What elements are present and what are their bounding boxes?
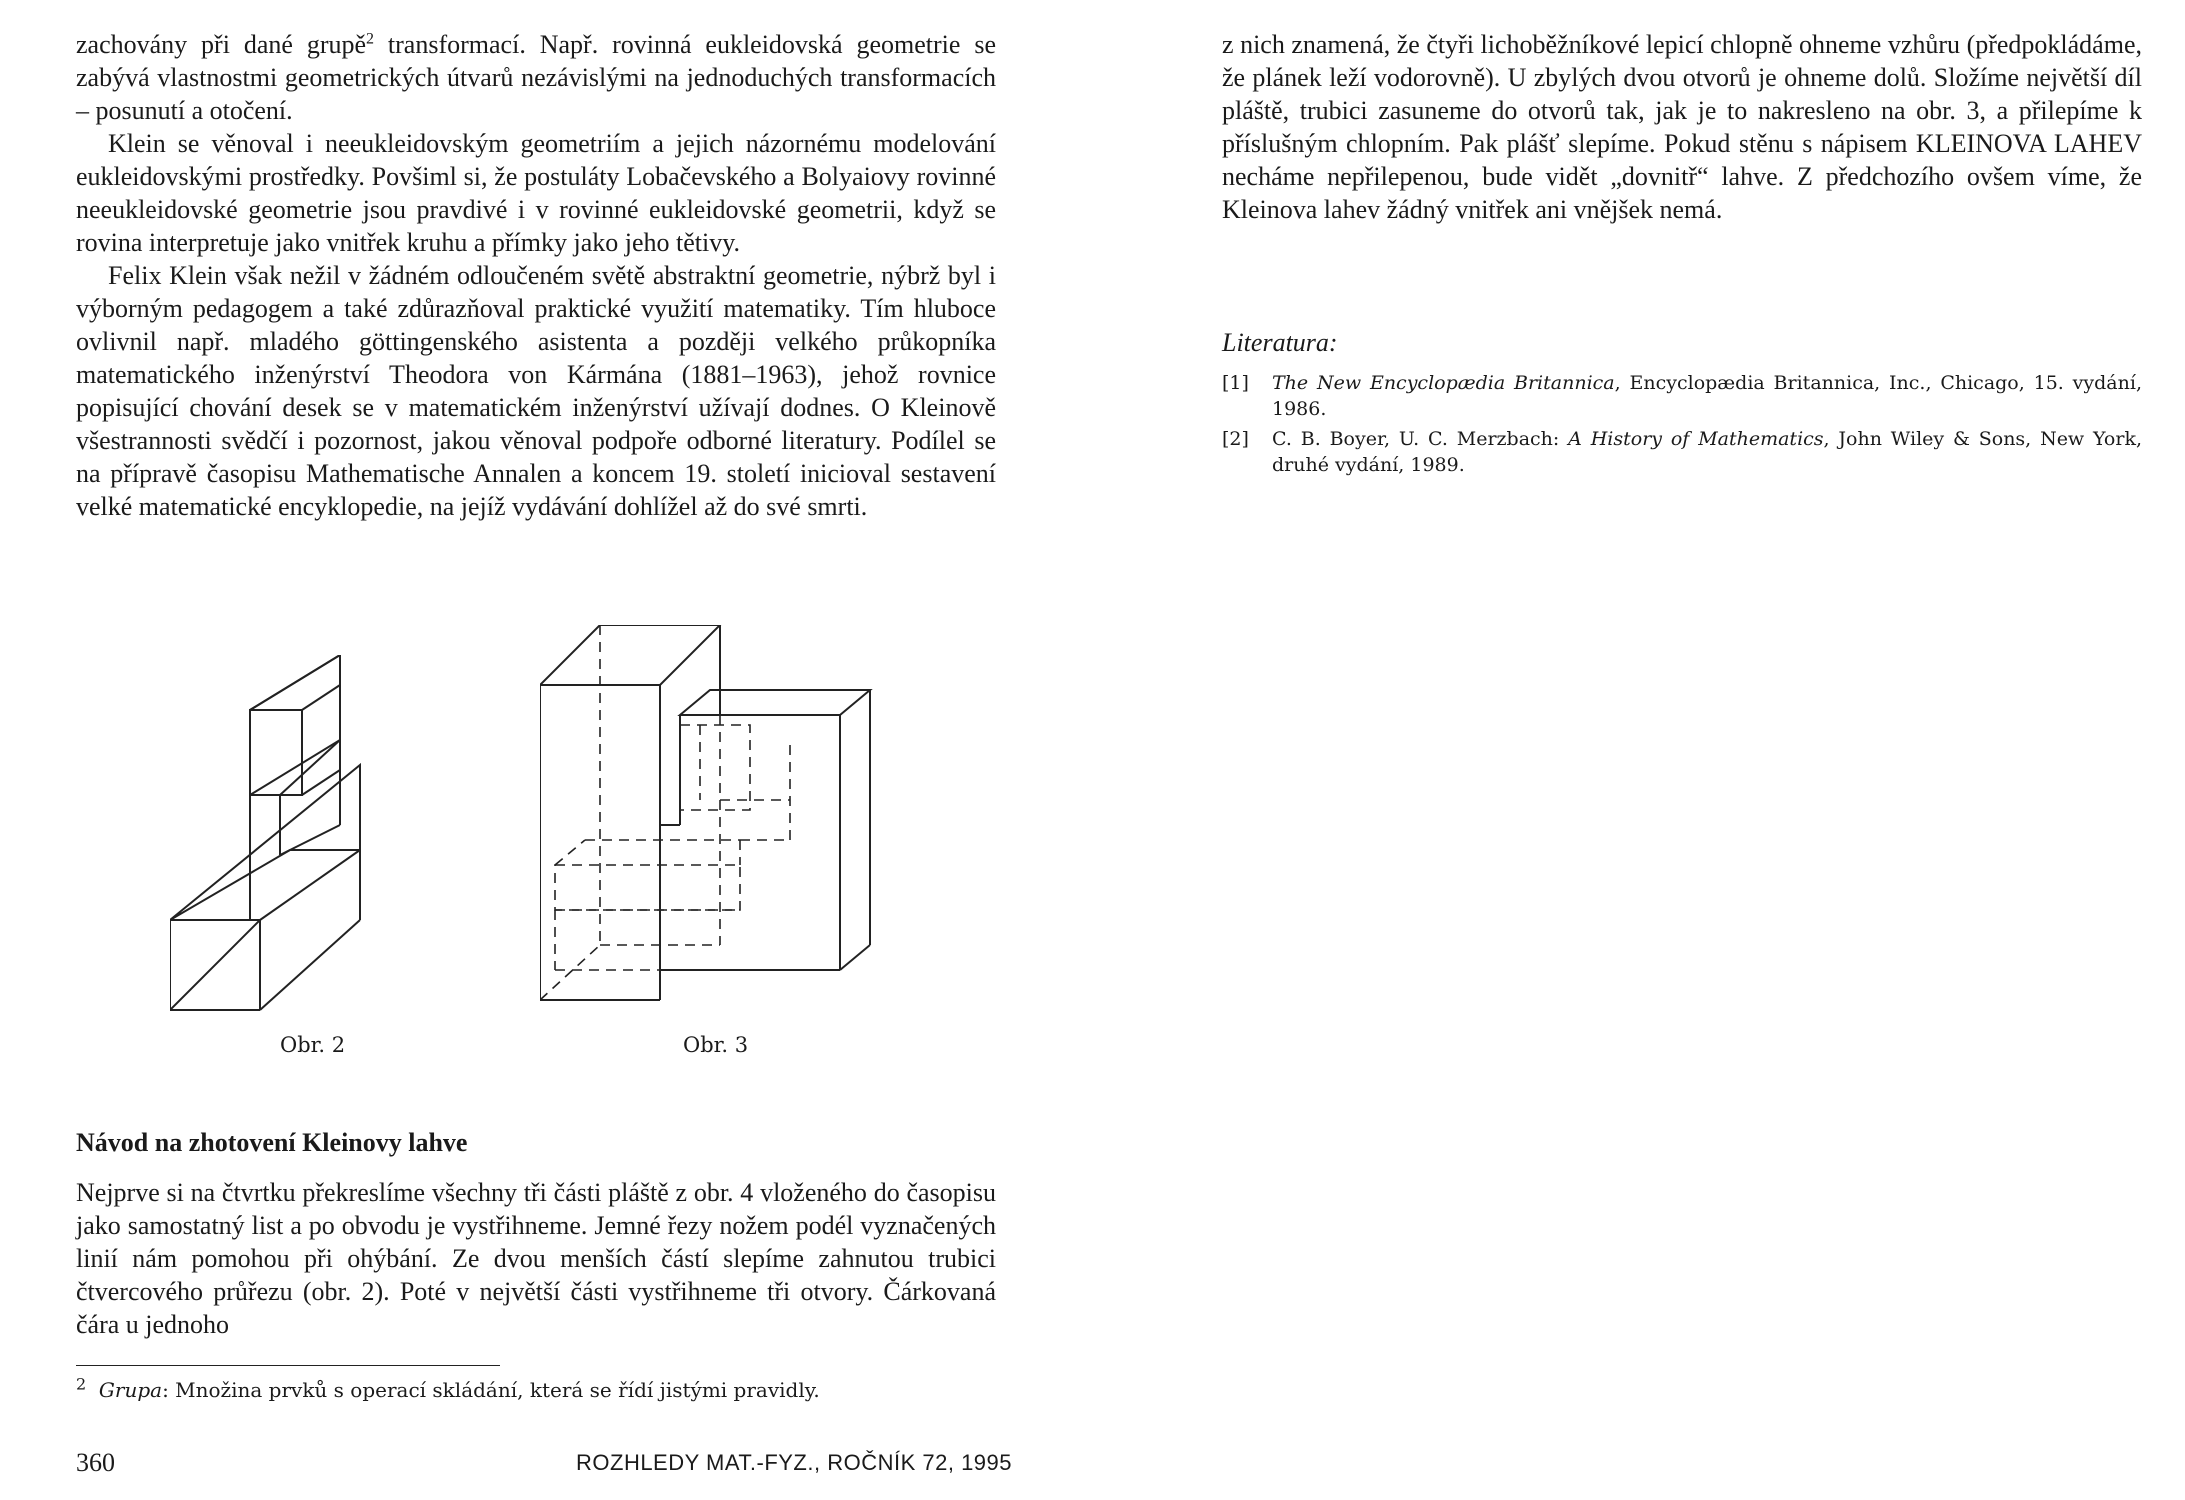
figure-2 (170, 655, 430, 1025)
figure-3-caption: Obr. 3 (683, 1033, 749, 1057)
text: transformací. Např. rovinná eukleidovská geometrie se zabývá vlastnostmi geometrických útvarů nezávislými na jednoduchých transformacích – posunutí a otočení. (76, 30, 997, 125)
footnote (76, 1374, 976, 1402)
reference-text (1272, 370, 2142, 422)
paragraph-3: Felix Klein však nežil v žádném odloučeném světě abstraktní geometrie, nýbrž byl i výborným pedagogem a také zdůrazňoval praktické využití matematiky. Tím hluboce ovlivnil např. mladého göttingenského asistenta a později velkého průkopníka matematického inženýrství Theodora von Kármána (1881–1963), jehož rovnice popisující chování desek se v matematickém inženýrství užívají dodnes. O Kleinově všestrannosti svědčí i pozornost, jakou věnoval podpoře odborné literatury. Podílel se na přípravě časopisu Mathematische Annalen a koncem 19. století inicioval sestavení velké matematické encyklopedie, na jejíž vydávání dohlížel až do své smrti. (76, 261, 996, 521)
reference-details: , John Wiley & Sons, New York, druhé vydání, 1989. (1272, 428, 2143, 476)
reference-number: [1] (1222, 372, 1249, 394)
page-number: 360 (76, 1448, 115, 1477)
references-list (1222, 370, 2142, 482)
footnote-rule (76, 1365, 500, 1366)
reference-authors: C. B. Boyer, U. C. Merzbach: (1272, 428, 1569, 450)
footnote-number: 2 (76, 1374, 87, 1394)
reference-number: [2] (1222, 428, 1249, 450)
footnote-text: : Množina prvků s operací skládání, která se řídí jistými pravidly. (162, 1378, 820, 1402)
figure-3 (540, 625, 880, 1025)
text: zachovány při dané grupě (76, 30, 367, 59)
literature-heading: Literatura: (1222, 328, 1338, 357)
reference-title: A History of Mathematics (1568, 428, 1824, 450)
footnote-ref[interactable]: 2 (366, 30, 375, 48)
paragraph-2: Klein se věnoval i neeukleidovským geometriím a jejich názornému modelování eukleidovskými prostředky. Povšiml si, že postuláty Lobačevského a Bolyaiovy rovinné neeukleidovské geometrie jsou pravdivé i v rovinné eukleidovské geometrii, když se rovina interpretuje jako vnitřek kruhu a přímky jako jeho tětivy. (76, 129, 996, 257)
paragraph-right-1: z nich znamená, že čtyři lichoběžníkové lepicí chlopně ohneme vzhůru (předpokládáme, že plánek leží vodorovně). U zbylých dvou otvorů je ohneme dolů. Složíme největší díl pláště, trubici zasuneme do otvorů tak, jak je to nakresleno na obr. 3, a přilepíme k příslušným chlopním. Pak plášť slepíme. Pokud stěnu s nápisem KLEINOVA LAHEV necháme nepřilepenou, bude vidět „dovnitř“ lahve. Z předchozího ovšem víme, že Kleinova lahev žádný vnitřek ani vnějšek nemá. (1222, 30, 2142, 224)
reference-title: The New Encyclopædia Britannica (1272, 372, 1615, 394)
reference-text (1272, 426, 2142, 478)
paragraph-4: Nejprve si na čtvrtku překreslíme všechny tři části pláště z obr. 4 vloženého do časopisu jako samostatný list a po obvodu je vystřihneme. Jemné řezy nožem podél vyznačených linií nám pomohou při ohýbání. Ze dvou menších částí slepíme zahnutou trubici čtvercového průřezu (obr. 2). Poté v největší části vystřihneme tři otvory. Čárkovaná čára u jednoho (76, 1178, 996, 1339)
reference-details: , Encyclopædia Britannica, Inc., Chicago, 15. vydání, 1986. (1272, 372, 2142, 420)
section-heading: Návod na zhotovení Kleinovy lahve (76, 1128, 468, 1157)
reference-item (1222, 370, 2142, 422)
footnote-term: Grupa (98, 1378, 163, 1402)
left-column (76, 28, 996, 523)
figure-2-caption: Obr. 2 (280, 1033, 346, 1057)
reference-item (1222, 426, 2142, 478)
journal-running-footer: ROZHLEDY MAT.-FYZ., ROČNÍK 72, 1995 (576, 1450, 1013, 1475)
instructions-block (76, 1176, 996, 1341)
right-column (1222, 28, 2142, 226)
paragraph-1 (76, 28, 996, 127)
figures (170, 655, 870, 1055)
